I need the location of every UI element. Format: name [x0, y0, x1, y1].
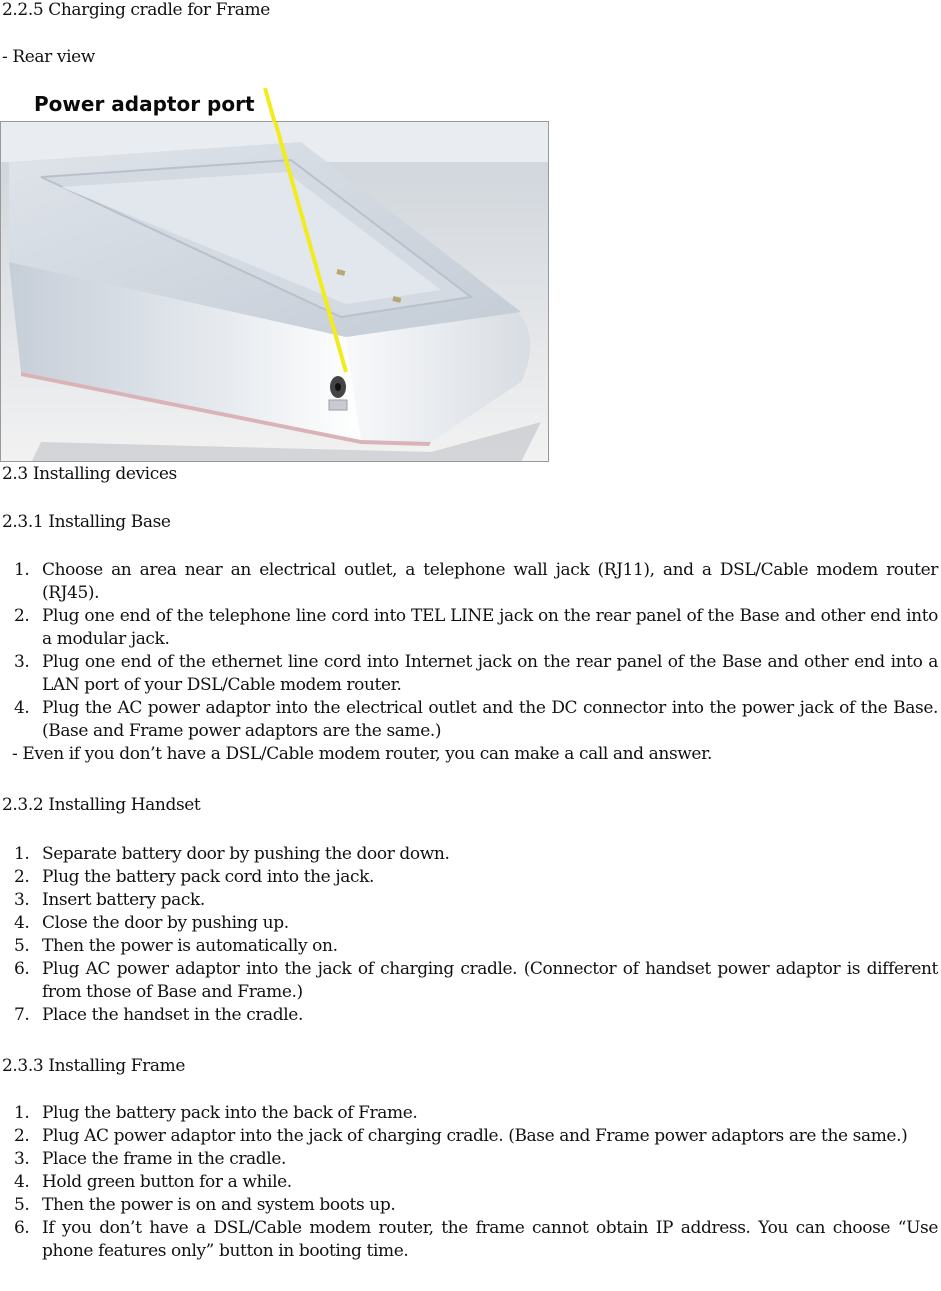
list-item: 2. Plug AC power adaptor into the jack of charging cradle. (Base and Frame power adaptors are the same.): [14, 1126, 908, 1146]
list-item: 3. Plug one end of the ethernet line cord into Internet jack on the rear panel of the Base and other end into a LAN port of your DSL/Cable modem router.: [14, 652, 938, 695]
list-item: 3. Place the frame in the cradle.: [14, 1149, 286, 1169]
list-item: 5. Then the power is on and system boots up.: [14, 1195, 396, 1215]
pointer-line-top: [255, 88, 285, 122]
list-item: 2. Plug one end of the telephone line cord into TEL LINE jack on the rear panel of the Base and other end into a modular jack.: [14, 606, 938, 649]
list-item: 7. Place the handset in the cradle.: [14, 1005, 303, 1025]
list-item: 3. Insert battery pack.: [14, 890, 205, 910]
section-subheading: - Rear view: [2, 47, 95, 67]
install-handset-steps: [0, 843, 940, 1027]
list-item: 6. If you don’t have a DSL/Cable modem router, the frame cannot obtain IP address. You can choose “Use phone features only” button in booting time.: [14, 1218, 938, 1261]
list-note: - Even if you don’t have a DSL/Cable modem router, you can make a call and answer.: [12, 744, 712, 764]
install-frame-steps: [0, 1102, 940, 1263]
list-item: 1. Choose an area near an electrical outlet, a telephone wall jack (RJ11), and a DSL/Cable modem router (RJ45).: [14, 560, 938, 603]
section-heading: 2.3.3 Installing Frame: [2, 1056, 185, 1076]
list-item: 2. Plug the battery pack cord into the jack.: [14, 867, 374, 887]
section-heading: 2.3.2 Installing Handset: [2, 795, 201, 815]
list-item: 6. Plug AC power adaptor into the jack of charging cradle. (Connector of handset power adaptor is different from those of Base and Frame.): [14, 959, 938, 1002]
list-item: 4. Close the door by pushing up.: [14, 913, 289, 933]
section-heading: 2.3 Installing devices: [2, 464, 177, 484]
list-item: 4. Plug the AC power adaptor into the electrical outlet and the DC connector into the power jack of the Base. (Base and Frame power adaptors are the same.): [14, 698, 938, 741]
section-heading: 2.3.1 Installing Base: [2, 512, 171, 532]
install-base-steps: [0, 559, 940, 766]
cradle-photo-figure: [0, 88, 552, 462]
list-item: 1. Separate battery door by pushing the door down.: [14, 844, 450, 864]
charging-cradle-illustration: [1, 122, 549, 462]
list-item: 1. Plug the battery pack into the back of Frame.: [14, 1103, 418, 1123]
list-item: 4. Hold green button for a while.: [14, 1172, 292, 1192]
cradle-photo: [0, 121, 549, 462]
photo-callout-label: Power adaptor port: [34, 92, 255, 116]
list-item: 5. Then the power is automatically on.: [14, 936, 338, 956]
section-heading: 2.2.5 Charging cradle for Frame: [2, 0, 270, 20]
